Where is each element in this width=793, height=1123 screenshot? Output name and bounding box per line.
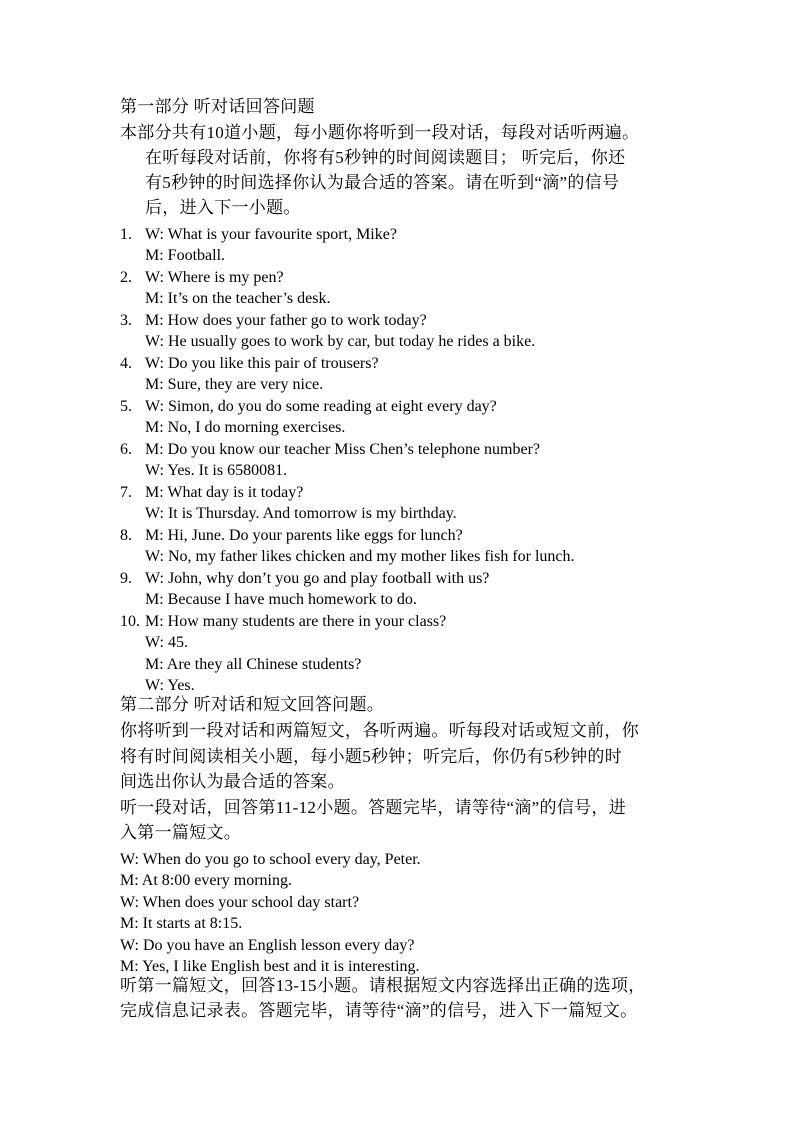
dialogue-line: M: What day is it today? (145, 484, 304, 501)
passage-intro-line: 完成信息记录表。答题完毕，请等待“滴”的信号，进入下一篇短文。 (120, 1001, 638, 1020)
item-number: 9. (120, 570, 132, 587)
item-number: 1. (120, 226, 132, 243)
dialogue-line: W: He usually goes to work by car, but today he rides a bike. (145, 333, 536, 350)
dialogue-line: W: Simon, do you do some reading at eight every day? (145, 398, 497, 415)
dialogue-line: M: Are they all Chinese students? (145, 656, 362, 673)
dialogue-line: M: It starts at 8:15. (120, 915, 243, 932)
item-number: 6. (120, 441, 132, 458)
item-number: 7. (120, 484, 132, 501)
item-number: 3. (120, 312, 132, 329)
item-number: 8. (120, 527, 132, 544)
dialogue-line: W: Do you like this pair of trousers? (145, 355, 379, 372)
dialogue-line: W: Yes. It is 6580081. (145, 462, 288, 479)
dialogue-line: M: Yes, I like English best and it is interesting. (120, 958, 420, 975)
section1-instruction-line: 在听每段对话前，你将有5秒钟的时间阅读题目； 听完后，你还 (145, 148, 626, 167)
section1-title: 第一部分 听对话回答问题 (120, 97, 315, 116)
item-number: 2. (120, 269, 132, 286)
dialogue-line: W: No, my father likes chicken and my mother likes fish for lunch. (145, 548, 575, 565)
dialogue-line: M: Because I have much homework to do. (145, 591, 417, 608)
dialogue-line: W: Where is my pen? (145, 269, 284, 286)
dialogue-line: M: At 8:00 every morning. (120, 872, 292, 889)
dialogue-line: W: When do you go to school every day, Peter. (120, 851, 421, 868)
section1-instruction-line: 本部分共有10道小题，每小题你将听到一段对话，每段对话听两遍。 (120, 123, 640, 142)
dialogue-line: W: Do you have an English lesson every day? (120, 937, 415, 954)
dialogue-intro-line: 入第一篇短文。 (120, 823, 242, 842)
section1-instruction-line: 有5秒钟的时间选择你认为最合适的答案。请在听到“滴”的信号 (145, 173, 620, 192)
section2-instruction-line: 将有时间阅读相关小题，每小题5秒钟；听完后，你仍有5秒钟的时 (120, 747, 622, 766)
section1-instruction-line: 后，进入下一小题。 (145, 198, 301, 217)
section2-instruction-line: 你将听到一段对话和两篇短文，各听两遍。听每段对话或短文前，你 (120, 721, 639, 740)
dialogue-line: W: When does your school day start? (120, 894, 360, 911)
item-number: 5. (120, 398, 132, 415)
dialogue-line: M: No, I do morning exercises. (145, 419, 346, 436)
item-number: 10. (120, 613, 140, 630)
item-number: 4. (120, 355, 132, 372)
dialogue-line: M: It’s on the teacher’s desk. (145, 290, 331, 307)
dialogue-line: W: Yes. (145, 677, 195, 694)
dialogue-line: M: How does your father go to work today? (145, 312, 427, 329)
dialogue-line: M: How many students are there in your class? (145, 613, 447, 630)
passage-intro-line: 听第一篇短文，回答13-15小题。请根据短文内容选择出正确的选项， (120, 976, 646, 995)
dialogue-intro-line: 听一段对话，回答第11-12小题。答题完毕，请等待“滴”的信号，进 (120, 798, 627, 817)
dialogue-line: W: 45. (145, 634, 188, 651)
dialogue-line: M: Hi, June. Do your parents like eggs for lunch? (145, 527, 463, 544)
section2-instruction-line: 间选出你认为最合适的答案。 (120, 772, 345, 791)
dialogue-line: W: John, why don’t you go and play football with us? (145, 570, 490, 587)
section2-title: 第二部分 听对话和短文回答问题。 (120, 695, 385, 714)
dialogue-line: W: What is your favourite sport, Mike? (145, 226, 397, 243)
dialogue-line: M: Do you know our teacher Miss Chen’s telephone number? (145, 441, 541, 458)
dialogue-line: M: Football. (145, 247, 226, 264)
dialogue-line: M: Sure, they are very nice. (145, 376, 324, 393)
dialogue-line: W: It is Thursday. And tomorrow is my birthday. (145, 505, 457, 522)
